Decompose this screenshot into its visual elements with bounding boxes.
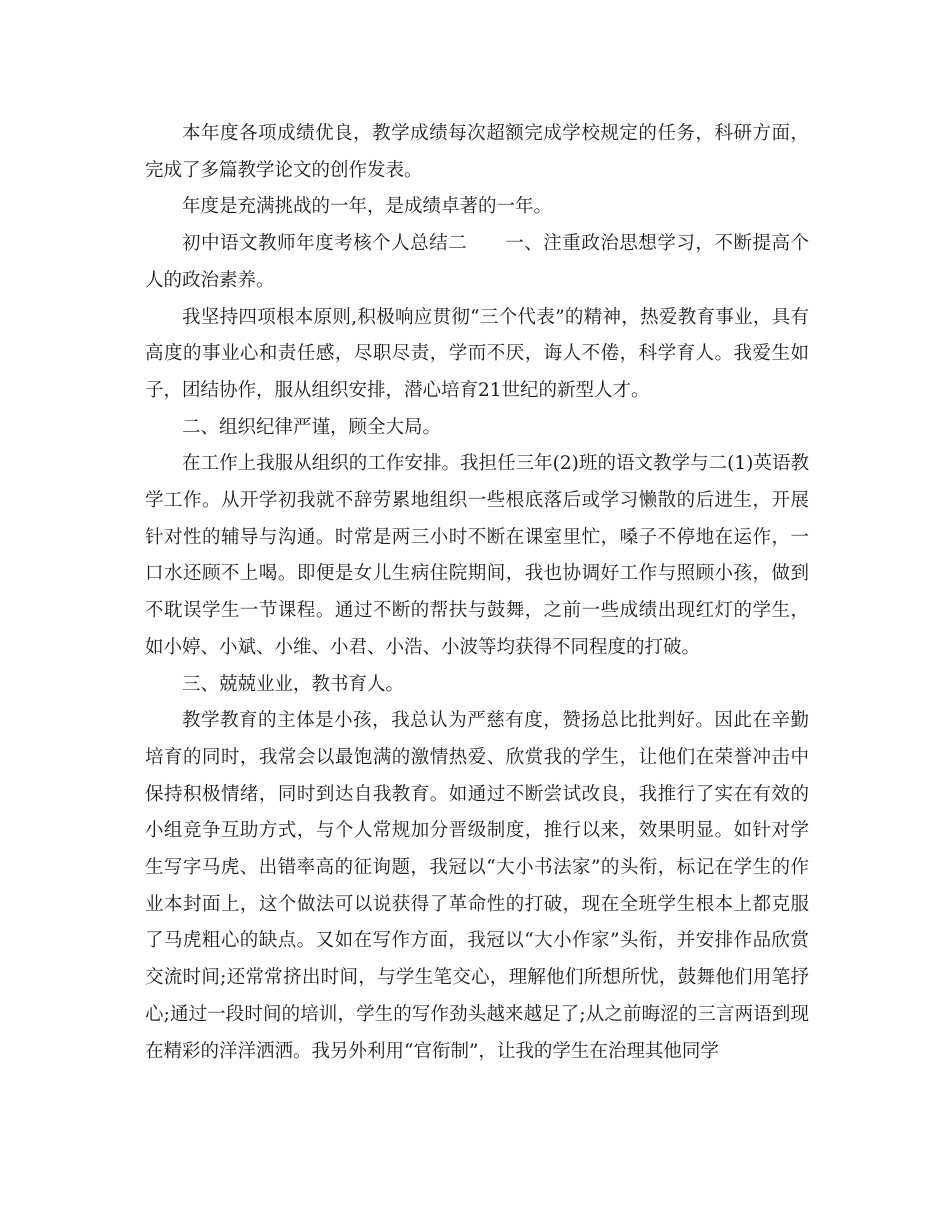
paragraph-section-three-heading: 三、兢兢业业，教书育人。 (182, 673, 405, 695)
paragraph-teaching-methods: 教学教育的主体是小孩，我总认为严慈有度，赞扬总比批判好。因此在辛勤培育的同时，我常会以最饱满的激情热爱、欣赏我的学生，让他们在荣誉冲击中保持积极情绪，同时到达自我教育。如通过不断尝试改良，我推行了实在有效的小组竞争互助方式，与个人常规加分晋级制度，推行以来，效果明显。如针对学生写字马虎、出错率高的征询题，我冠以“大小书法家”的头衔，标记在学生的作业本封面上，这个做法可以说获得了革命性的打破，现在全班学生根本上都克服了马虎粗心的缺点。又如在写作方面，我冠以“大小作家”头衔，并安排作品欣赏交流时间;还常常挤出时间，与学生笔交心，理解他们所想所忧，鼓舞他们用笔抒心;通过一段时间的培训，学生的写作劲头越来越足了;从之前晦涩的三言两语到现在精彩的洋洋洒洒。我另外利用“官衔制”，让我的学生在治理其他同学 (145, 710, 809, 1062)
paragraph-intro-results: 本年度各项成绩优良，教学成绩每次超额完成学校规定的任务，科研方面，完成了多篇教学论文的创作发表。 (145, 123, 809, 181)
document-body (145, 116, 809, 1070)
paragraph-section-two-heading: 二、组织纪律严谨，顾全大局。 (182, 416, 442, 438)
paragraph-section-one-heading: 初中语文教师年度考核个人总结二 一、注重政治思想学习，不断提高个人的政治素养。 (145, 233, 809, 291)
paragraph-year-summary: 年度是充满挑战的一年，是成绩卓著的一年。 (182, 196, 553, 218)
paragraph-principles: 我坚持四项根本原则,积极响应贯彻“三个代表”的精神，热爱教育事业，具有高度的事业心和责任感，尽职尽责，学而不厌，诲人不倦，科学育人。我爱生如子，团结协作，服从组织安排，潜心培育21世纪的新型人才。 (145, 306, 809, 401)
paragraph-work-arrangement: 在工作上我服从组织的工作安排。我担任三年(2)班的语文教学与二(1)英语教学工作。从开学初我就不辞劳累地组织一些根底落后或学习懒散的后进生，开展针对性的辅导与沟通。时常是两三小时不断在课室里忙，嗓子不停地在运作，一口水还顾不上喝。即便是女儿生病住院期间，我也协调好工作与照顾小孩，做到不耽误学生一节课程。通过不断的帮扶与鼓舞，之前一些成绩出现红灯的学生，如小婷、小斌、小维、小君、小浩、小波等均获得不同程度的打破。 (145, 453, 809, 658)
